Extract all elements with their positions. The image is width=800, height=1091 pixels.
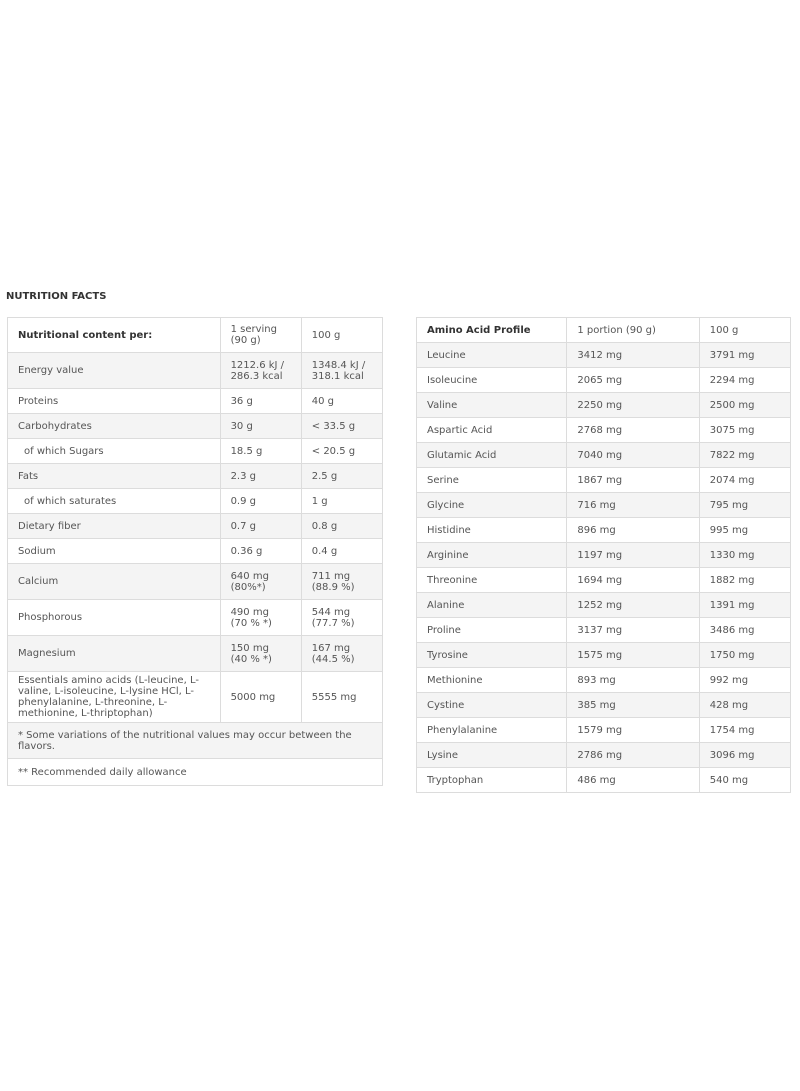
portion-value: 896 mg [567, 518, 699, 543]
column-header: Amino Acid Profile [417, 318, 567, 343]
nutrient-label: Sodium [8, 539, 221, 564]
per100-value: 995 mg [699, 518, 790, 543]
portion-value: 893 mg [567, 668, 699, 693]
table-row [417, 443, 791, 468]
column-header: 100 g [301, 318, 382, 353]
portion-value: 1579 mg [567, 718, 699, 743]
portion-value: 2768 mg [567, 418, 699, 443]
amino-acid-name: Arginine [417, 543, 567, 568]
serving-value: 36 g [220, 389, 301, 414]
table-row [417, 643, 791, 668]
nutrient-label: Calcium [8, 564, 221, 600]
table-row [417, 518, 791, 543]
table-row [417, 668, 791, 693]
portion-value: 1867 mg [567, 468, 699, 493]
serving-value: 640 mg (80%*) [220, 564, 301, 600]
amino-acid-name: Serine [417, 468, 567, 493]
portion-value: 1694 mg [567, 568, 699, 593]
per100-value: 428 mg [699, 693, 790, 718]
nutrition-facts-table [7, 317, 383, 786]
per100-value: 5555 mg [301, 672, 382, 723]
serving-value: 0.36 g [220, 539, 301, 564]
serving-value: 18.5 g [220, 439, 301, 464]
nutrient-label: of which saturates [8, 489, 221, 514]
serving-value: 5000 mg [220, 672, 301, 723]
per100-value: 3486 mg [699, 618, 790, 643]
footnote-row [8, 723, 383, 759]
amino-acid-table [416, 317, 791, 793]
amino-acid-name: Tyrosine [417, 643, 567, 668]
nutrient-label: Carbohydrates [8, 414, 221, 439]
table-row [417, 768, 791, 793]
page-title: NUTRITION FACTS [6, 291, 107, 302]
table-row [417, 693, 791, 718]
table-row [417, 343, 791, 368]
per100-value: 0.8 g [301, 514, 382, 539]
per100-value: 1330 mg [699, 543, 790, 568]
per100-value: 3791 mg [699, 343, 790, 368]
table-row [8, 414, 383, 439]
table-row [417, 368, 791, 393]
nutrition-header-row [8, 318, 383, 353]
table-row [8, 600, 383, 636]
amino-acid-name: Lysine [417, 743, 567, 768]
table-row [417, 718, 791, 743]
serving-value: 150 mg (40 % *) [220, 636, 301, 672]
table-row [8, 464, 383, 489]
amino-header-row [417, 318, 791, 343]
serving-value: 1212.6 kJ / 286.3 kcal [220, 353, 301, 389]
table-row [417, 543, 791, 568]
per100-value: 711 mg (88.9 %) [301, 564, 382, 600]
serving-value: 30 g [220, 414, 301, 439]
amino-acid-name: Threonine [417, 568, 567, 593]
per100-value: 0.4 g [301, 539, 382, 564]
amino-acid-name: Valine [417, 393, 567, 418]
per100-value: 2.5 g [301, 464, 382, 489]
table-row [417, 493, 791, 518]
portion-value: 385 mg [567, 693, 699, 718]
amino-acid-name: Isoleucine [417, 368, 567, 393]
column-header: 100 g [699, 318, 790, 343]
table-row [8, 439, 383, 464]
per100-value: 1 g [301, 489, 382, 514]
table-row [8, 353, 383, 389]
table-row [417, 743, 791, 768]
per100-value: 795 mg [699, 493, 790, 518]
table-row [8, 389, 383, 414]
per100-value: 167 mg (44.5 %) [301, 636, 382, 672]
portion-value: 1252 mg [567, 593, 699, 618]
table-row [417, 618, 791, 643]
amino-acid-name: Proline [417, 618, 567, 643]
serving-value: 0.9 g [220, 489, 301, 514]
table-row [417, 393, 791, 418]
per100-value: 1882 mg [699, 568, 790, 593]
table-row [417, 568, 791, 593]
amino-acid-name: Histidine [417, 518, 567, 543]
serving-value: 490 mg (70 % *) [220, 600, 301, 636]
per100-value: 7822 mg [699, 443, 790, 468]
footnote-variations: * Some variations of the nutritional values may occur between the flavors. [8, 723, 383, 759]
footnote-rda: ** Recommended daily allowance [8, 759, 383, 786]
per100-value: 540 mg [699, 768, 790, 793]
per100-value: 1391 mg [699, 593, 790, 618]
nutrient-label: Energy value [8, 353, 221, 389]
per100-value: 1750 mg [699, 643, 790, 668]
column-header: 1 serving (90 g) [220, 318, 301, 353]
per100-value: 2074 mg [699, 468, 790, 493]
table-row [8, 636, 383, 672]
portion-value: 1197 mg [567, 543, 699, 568]
nutrient-label: Magnesium [8, 636, 221, 672]
column-header: Nutritional content per: [8, 318, 221, 353]
portion-value: 2250 mg [567, 393, 699, 418]
portion-value: 486 mg [567, 768, 699, 793]
per100-value: < 33.5 g [301, 414, 382, 439]
table-row [8, 489, 383, 514]
nutrient-label: Proteins [8, 389, 221, 414]
table-row [417, 593, 791, 618]
nutrient-label: Essentials amino acids (L-leucine, L-valine, L-isoleucine, L-lysine HCl, L-phenylalanine, L-threonine, L-methionine, L-thriptophan) [8, 672, 221, 723]
amino-acid-name: Methionine [417, 668, 567, 693]
amino-acid-name: Tryptophan [417, 768, 567, 793]
nutrient-label: Fats [8, 464, 221, 489]
amino-acid-name: Glycine [417, 493, 567, 518]
column-header: 1 portion (90 g) [567, 318, 699, 343]
per100-value: 544 mg (77.7 %) [301, 600, 382, 636]
portion-value: 7040 mg [567, 443, 699, 468]
serving-value: 0.7 g [220, 514, 301, 539]
table-row [417, 468, 791, 493]
portion-value: 1575 mg [567, 643, 699, 668]
per100-value: 40 g [301, 389, 382, 414]
per100-value: 1754 mg [699, 718, 790, 743]
table-row [8, 514, 383, 539]
nutrient-label: of which Sugars [8, 439, 221, 464]
table-row [417, 418, 791, 443]
amino-acid-name: Glutamic Acid [417, 443, 567, 468]
per100-value: 2500 mg [699, 393, 790, 418]
portion-value: 2065 mg [567, 368, 699, 393]
portion-value: 3137 mg [567, 618, 699, 643]
amino-acid-name: Cystine [417, 693, 567, 718]
table-row [8, 672, 383, 723]
amino-acid-name: Aspartic Acid [417, 418, 567, 443]
per100-value: 992 mg [699, 668, 790, 693]
portion-value: 2786 mg [567, 743, 699, 768]
portion-value: 716 mg [567, 493, 699, 518]
footnote-row [8, 759, 383, 786]
per100-value: 3075 mg [699, 418, 790, 443]
table-row [8, 564, 383, 600]
nutrient-label: Phosphorous [8, 600, 221, 636]
table-row [8, 539, 383, 564]
per100-value: 1348.4 kJ / 318.1 kcal [301, 353, 382, 389]
serving-value: 2.3 g [220, 464, 301, 489]
nutrient-label: Dietary fiber [8, 514, 221, 539]
per100-value: 3096 mg [699, 743, 790, 768]
amino-acid-name: Phenylalanine [417, 718, 567, 743]
portion-value: 3412 mg [567, 343, 699, 368]
per100-value: < 20.5 g [301, 439, 382, 464]
amino-acid-name: Leucine [417, 343, 567, 368]
per100-value: 2294 mg [699, 368, 790, 393]
amino-acid-name: Alanine [417, 593, 567, 618]
